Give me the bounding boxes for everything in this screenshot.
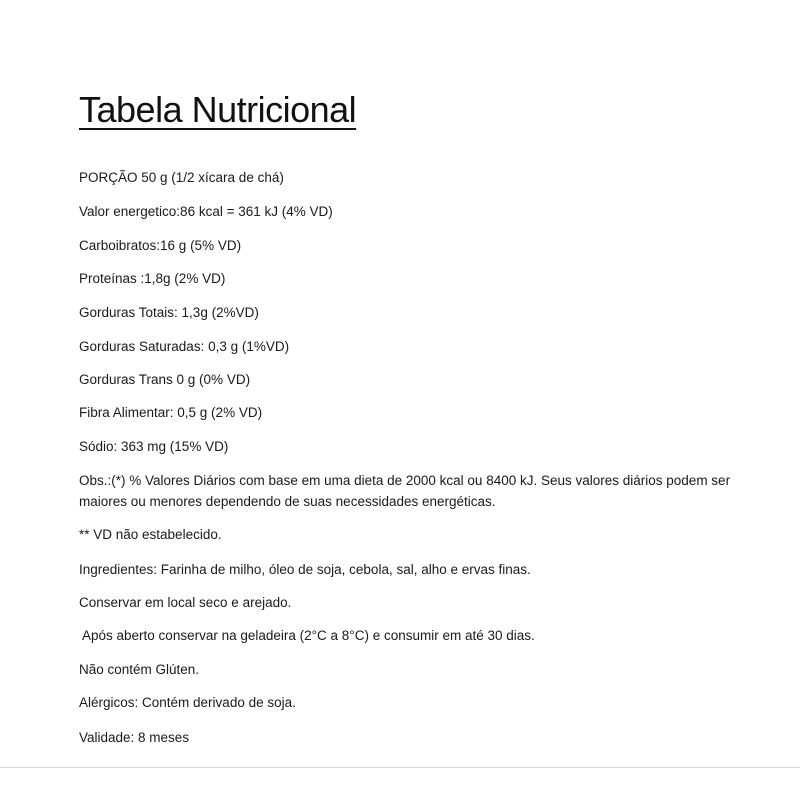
ingredients-line: Ingredientes: Farinha de milho, óleo de soja, cebola, sal, alho e ervas finas. bbox=[79, 562, 531, 577]
after-opening-line: Após aberto conservar na geladeira (2°C a 8°C) e consumir em até 30 dias. bbox=[79, 628, 535, 643]
carbohydrates-line: Carboibratos:16 g (5% VD) bbox=[79, 238, 242, 253]
serving-size-line: PORÇÃO 50 g (1/2 xícara de chá) bbox=[79, 170, 284, 185]
gluten-line: Não contém Glúten. bbox=[79, 662, 200, 677]
energy-value-line: Valor energetico:86 kcal = 361 kJ (4% VD) bbox=[79, 204, 333, 219]
total-fat-line: Gorduras Totais: 1,3g (2%VD) bbox=[79, 305, 259, 320]
vd-not-established-note: ** VD não estabelecido. bbox=[79, 527, 222, 542]
bottom-divider bbox=[0, 767, 800, 768]
proteins-line: Proteínas :1,8g (2% VD) bbox=[79, 271, 226, 286]
trans-fat-line: Gorduras Trans 0 g (0% VD) bbox=[79, 372, 251, 387]
page-title: Tabela Nutricional bbox=[79, 89, 357, 130]
allergens-line: Alérgicos: Contém derivado de soja. bbox=[79, 695, 296, 710]
sodium-line: Sódio: 363 mg (15% VD) bbox=[79, 439, 229, 454]
saturated-fat-line: Gorduras Saturadas: 0,3 g (1%VD) bbox=[79, 339, 290, 354]
storage-line: Conservar em local seco e arejado. bbox=[79, 595, 292, 610]
daily-values-note: Obs.:(*) % Valores Diários com base em uma dieta de 2000 kcal ou 8400 kJ. Seus valores diários podem ser maiores ou menores dependendo de suas necessidades energéticas. bbox=[79, 473, 731, 509]
dietary-fiber-line: Fibra Alimentar: 0,5 g (2% VD) bbox=[79, 405, 263, 420]
shelf-life-line: Validade: 8 meses bbox=[79, 730, 190, 745]
